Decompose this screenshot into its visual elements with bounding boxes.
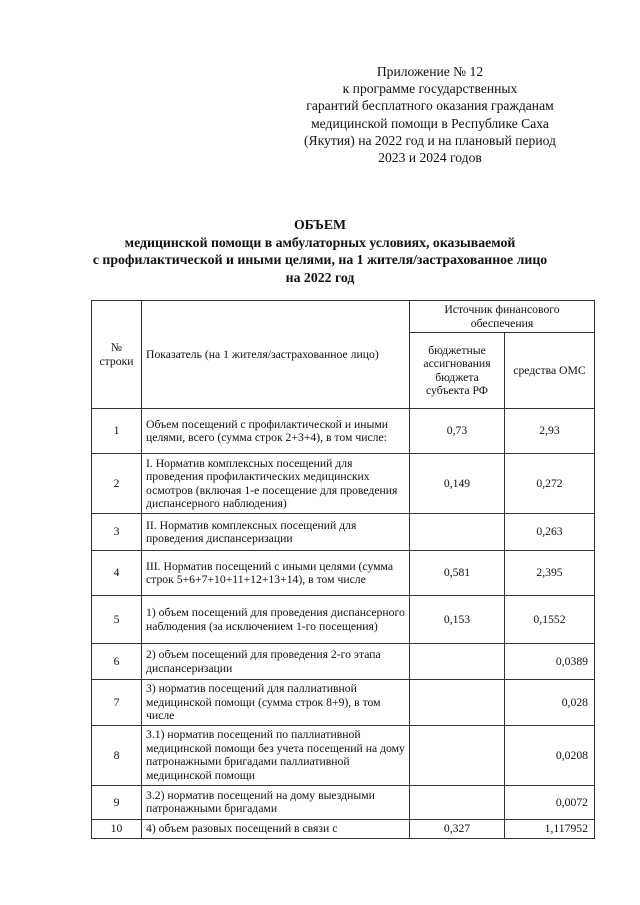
row-indicator: 3.1) норматив посещений по паллиативной медицинской помощи без учета посещений на дому патронажными бригадами паллиативной медицинской помощи (142, 725, 410, 785)
row-indicator: 3) норматив посещений для паллиативной медицинской помощи (сумма строк 8+9), в том числе (142, 680, 410, 726)
row-oms-value: 0,0208 (505, 725, 595, 785)
table-row (92, 454, 595, 514)
row-oms-value: 2,93 (505, 409, 595, 454)
table-row (92, 596, 595, 644)
row-indicator: II. Норматив комплексных посещений для проведения диспансеризации (142, 514, 410, 551)
document-title (60, 216, 580, 286)
row-indicator: 3.2) норматив посещений на дому выездными патронажными бригадами (142, 785, 410, 819)
appendix-line: Приложение № 12 (376, 64, 484, 79)
row-oms-value: 0,0389 (505, 644, 595, 680)
header-funding-source: Источник финансового обеспечения (410, 301, 595, 333)
row-budget-value (410, 725, 505, 785)
row-number: 2 (92, 454, 142, 514)
table-row (92, 785, 595, 819)
row-budget-value (410, 785, 505, 819)
row-budget-value (410, 680, 505, 726)
row-number: 9 (92, 785, 142, 819)
table-row (92, 551, 595, 596)
row-indicator: 4) объем разовых посещений в связи с (142, 819, 410, 838)
table-row (92, 725, 595, 785)
appendix-header (270, 63, 590, 166)
row-oms-value: 0,028 (505, 680, 595, 726)
appendix-line: к программе государственных (342, 81, 518, 97)
title-line: медицинской помощи в амбулаторных условиях, оказываемой (124, 234, 516, 250)
volume-table (91, 300, 595, 839)
table-row (92, 644, 595, 680)
row-number: 7 (92, 680, 142, 726)
table-row (92, 409, 595, 454)
row-number: 3 (92, 514, 142, 551)
row-indicator: I. Норматив комплексных посещений для проведения профилактических медицинских осмотров (включая 1-е посещение для проведения диспансерного наблюдения) (142, 454, 410, 514)
row-number: 4 (92, 551, 142, 596)
title-line: на 2022 год (285, 269, 355, 285)
row-number: 5 (92, 596, 142, 644)
row-budget-value: 0,581 (410, 551, 505, 596)
row-budget-value: 0,149 (410, 454, 505, 514)
row-indicator: 2) объем посещений для проведения 2-го этапа диспансеризации (142, 644, 410, 680)
row-budget-value: 0,327 (410, 819, 505, 838)
row-indicator: Объем посещений с профилактической и иными целями, всего (сумма строк 2+3+4), в том числе: (142, 409, 410, 454)
header-indicator: Показатель (на 1 жителя/застрахованное лицо) (142, 301, 410, 409)
row-number: 10 (92, 819, 142, 838)
row-number: 8 (92, 725, 142, 785)
appendix-line: (Якутия) на 2022 год и на плановый период (304, 132, 556, 148)
appendix-line: 2023 и 2024 годов (378, 150, 482, 166)
row-oms-value: 0,272 (505, 454, 595, 514)
row-number: 1 (92, 409, 142, 454)
table-row (92, 680, 595, 726)
row-oms-value: 2,395 (505, 551, 595, 596)
header-budget: бюджетные ассигнования бюджета субъекта РФ (410, 333, 505, 409)
appendix-line: гарантий бесплатного оказания гражданам (306, 98, 554, 114)
row-oms-value: 0,1552 (505, 596, 595, 644)
table-row (92, 514, 595, 551)
appendix-line: медицинской помощи в Республике Саха (311, 115, 549, 131)
row-indicator: 1) объем посещений для проведения диспансерного наблюдения (за исключением 1-го посещения) (142, 596, 410, 644)
row-oms-value: 0,0072 (505, 785, 595, 819)
title-line: ОБЪЕМ (293, 217, 347, 232)
row-budget-value: 0,73 (410, 409, 505, 454)
header-row-number: № строки (92, 301, 142, 409)
table-row (92, 819, 595, 838)
row-budget-value (410, 514, 505, 551)
row-indicator: III. Норматив посещений с иными целями (сумма строк 5+6+7+10+11+12+13+14), в том числе (142, 551, 410, 596)
row-budget-value (410, 644, 505, 680)
row-budget-value: 0,153 (410, 596, 505, 644)
row-oms-value: 0,263 (505, 514, 595, 551)
row-number: 6 (92, 644, 142, 680)
title-line: с профилактической и иными целями, на 1 жителя/застрахованное лицо (92, 252, 548, 268)
row-oms-value: 1,117952 (505, 819, 595, 838)
header-oms: средства ОМС (505, 333, 595, 409)
